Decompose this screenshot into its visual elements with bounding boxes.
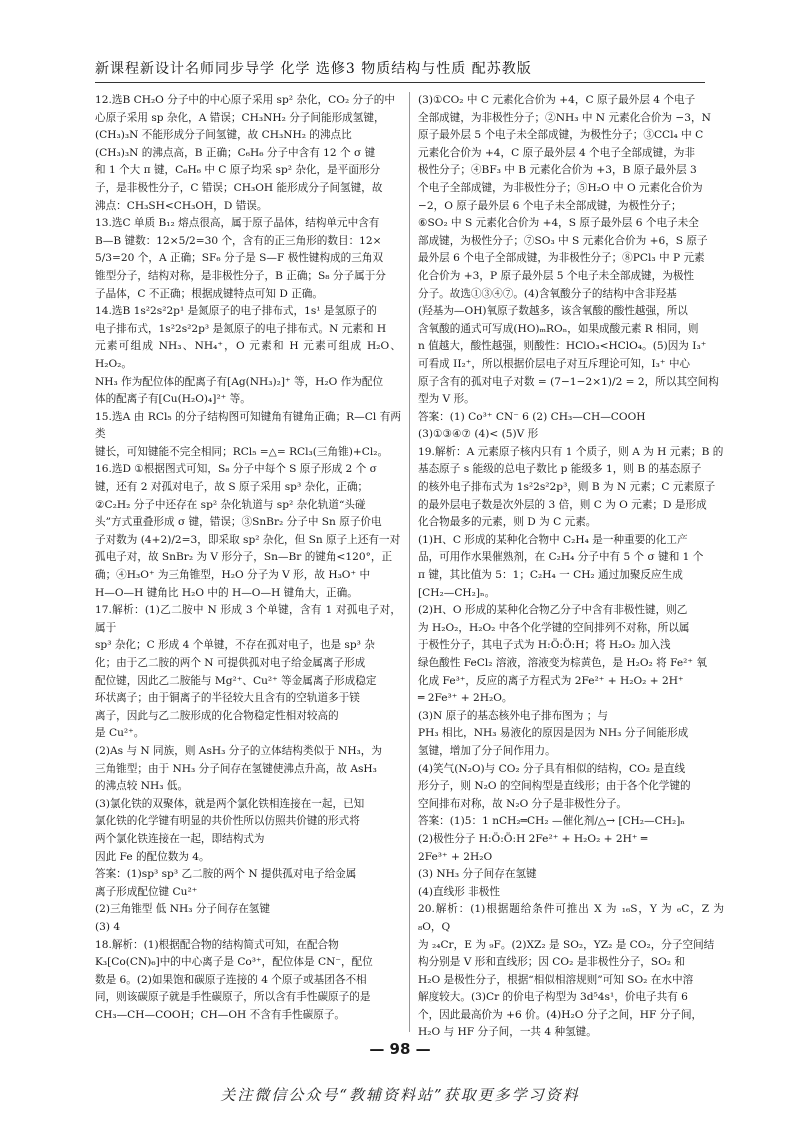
- text-line: 同，则该碳原子就是手性碳原子，所以含有手性碳原子的是: [95, 991, 371, 1004]
- text-line: 含氧酸的通式可写成(HO)ₘROₙ，如果成酸元素 R 相同，则: [418, 322, 699, 335]
- text-line: 答案：(1)5：1 nCH₂═CH₂ —催化剂/△→ [CH₂—CH₂]ₙ: [418, 815, 685, 828]
- right-column: [418, 92, 724, 1042]
- text-line: 的沸点较 NH₃ 低。: [95, 780, 189, 793]
- text-line: 20.解析：(1)根据题给条件可推出 X 为 ₁₆S，Y 为 ₆C，Z 为 ₈O，Q: [418, 903, 724, 933]
- text-line: 部成键，为极性分子；⑦SO₃ 中 S 元素化合价为 +6，S 原子: [418, 234, 708, 247]
- text-line: n 值越大，酸性越强，则酸性：HClO₃<HClO₄。(5)因为 I₃⁺: [418, 340, 707, 353]
- text-line: 为 H₂O₂，H₂O₂ 中各个化学键的空间排列不对称，所以属: [418, 621, 690, 634]
- text-line: 极性分子；④BF₃ 中 B 元素化合价为 +3，B 原子最外层 3: [418, 164, 697, 177]
- text-line: 可看成 II₂⁺，所以根据价层电子对互斥理论可知，I₃⁺ 中心: [418, 357, 691, 370]
- text-line: 化成 Fe³⁺，反应的离子方程式为 2Fe²⁺ + H₂O₂ + 2H⁺: [418, 674, 684, 687]
- text-line: 为 ₂₄Cr，E 为 ₉F。(2)XZ₂ 是 SO₂，YZ₂ 是 CO₂，分子空间结: [418, 938, 715, 951]
- page-number: — 98 —: [369, 1040, 431, 1058]
- text-line: 元素可组成 NH₃、NH₄⁺，O 元素和 H 元素可组成 H₂O、H₂O₂。: [95, 340, 401, 370]
- text-line: 绿色酸性 FeCl₂ 溶液，溶液变为棕黄色，是 H₂O₂ 将 Fe²⁺ 氧: [418, 657, 707, 669]
- text-line: H₂O 是极性分子，根据“相似相溶规则”可知 SO₂ 在水中溶: [418, 973, 694, 986]
- text-line: K₃[Co(CN)₆]中的中心离子是 Co³⁺，配位体是 CN⁻，配位: [95, 956, 373, 969]
- text-line: 15.选A 由 RCl₅ 的分子结构图可知键角有键角正确；R—Cl 有两类: [95, 410, 401, 441]
- text-line: 的核外电子排布式为 1s²2s²2p³，则 B 为 N 元素；C 元素原子: [418, 481, 716, 494]
- text-line: 空间排布对称，故 N₂O 分子是非极性分子。: [418, 797, 628, 810]
- text-line: 答案：(1) Co³⁺ CN⁻ 6 (2) CH₃—CH—COOH: [418, 410, 646, 423]
- text-line: 三角锥型；由于 NH₃ 分子间存在氢键使沸点升高，故 AsH₃: [95, 762, 377, 775]
- text-line: −2，O 原子最外层 6 个电子未全部成键，为极性分子；: [418, 199, 682, 212]
- text-line: 元素化合价为 +4，C 原子最外层 4 个电子全部成键，为非: [418, 146, 695, 159]
- text-line: 基态原子 s 能级的总电子数比 p 能级多 1，则 B 的基态原子: [418, 463, 702, 476]
- header-rule: [95, 82, 705, 83]
- text-line: 12.选B CH₂O 分子中的中心原子采用 sp² 杂化，CO₂ 分子的中: [95, 94, 395, 106]
- text-line: 原子含有的孤对电子对数 = (7−1−2×1)/2 = 2，所以其空间构: [418, 375, 719, 388]
- text-line: 个电子全部成键，为非极性分子；⑤H₂O 中 O 元素化合价为: [418, 181, 703, 194]
- text-line: 个，因此最高价为 +6 价。(4)H₂O 分子之间，HF 分子间，: [418, 1008, 703, 1021]
- text-line: 因此 Fe 的配位数为 4。: [95, 850, 210, 863]
- text-line: [CH₂—CH₂]ₙ。: [418, 586, 496, 599]
- text-line: CH₃—CH—COOH；CH—OH 不含有手性碳原子。: [95, 1008, 346, 1021]
- text-line: (2)H、O 形成的某种化合物乙分子中含有非极性键，则乙: [418, 604, 688, 617]
- text-line: 答案：(1)sp³ sp³ 乙二胺的两个 N 提供孤对电子给金属: [95, 868, 357, 881]
- text-line: π 键，其比值为 5：1；C₂H₄ 一 CH₂ 通过加聚反应生成: [418, 569, 683, 582]
- text-line: ═ 2Fe³⁺ + 2H₂O。: [418, 692, 513, 705]
- text-line: 化合物最多的元素，则 D 为 C 元素。: [418, 516, 597, 529]
- text-line: 于极性分子，其电子式为 H:Ö:Ö:H；将 H₂O₂ 加入浅: [418, 639, 671, 652]
- text-line: 子，是非极性分子，C 错误；CH₃OH 能形成分子间氢键，故: [95, 181, 383, 194]
- text-line: 离子形成配位键 Cu²⁺: [95, 885, 198, 898]
- text-line: 全部成键，为非极性分子；②NH₃ 中 N 元素化合价为 −3，N: [418, 111, 711, 124]
- text-line: 体的配离子有[Cu(H₂O)₄]²⁺ 等。: [95, 393, 251, 406]
- text-line: (2)As 与 N 同族，则 AsH₃ 分子的立体结构类似于 NH₃，为: [95, 744, 382, 757]
- text-line: H₂O 与 HF 分子间，一共 4 种氢键。: [418, 1026, 597, 1039]
- text-line: 氢键，增加了分子间作用力。: [418, 744, 556, 757]
- text-line: (2)三角锥型 低 NH₃ 分子间存在氢键: [95, 903, 270, 916]
- text-line: PH₃ 相比，NH₃ 易液化的原因是因为 NH₃ 分子间能形成: [418, 727, 689, 740]
- text-line: (CH₃)₃N 的沸点高，B 正确；C₆H₆ 分子中含有 12 个 σ 键: [95, 146, 376, 159]
- footer-notice: 关注微信公众号“教辅资料站”获取更多学习资料: [220, 1086, 580, 1104]
- text-line: 头”方式重叠形成 σ 键，错误；③SnBr₂ 分子中 Sn 原子价电: [95, 516, 382, 529]
- text-line: (3) NH₃ 分子间存在氢键: [418, 868, 537, 881]
- text-line: sp³ 杂化；C 形成 4 个单键，不存在孤对电子，也是 sp³ 杂: [95, 639, 375, 652]
- text-line: (1)H、C 形成的某种化合物中 C₂H₄ 是一种重要的化工产: [418, 533, 688, 546]
- text-line: 键长，可知键能不完全相同；RCl₅ =△= RCl₃(三角锥)+Cl₂。: [95, 445, 389, 458]
- text-line: 沸点：CH₃SH<CH₃OH，D 错误。: [95, 199, 268, 212]
- text-line: 18.解析：(1)根据配合物的结构简式可知，在配合物: [95, 938, 339, 951]
- text-line: 最外层 6 个电子全部成键，为非极性分子；⑧PCl₃ 中 P 元素: [418, 252, 705, 265]
- text-line: 型为 V 形。: [418, 393, 475, 406]
- text-line: (2)极性分子 H:Ö:Ö:H 2Fe²⁺ + H₂O₂ + 2H⁺ ═: [418, 832, 648, 845]
- text-line: 键，还有 2 对孤对电子，故 S 原子采用 sp³ 杂化，正确；: [95, 481, 369, 494]
- text-line: (CH₃)₃N 不能形成分子间氢键，故 CH₃NH₂ 的沸点比: [95, 129, 352, 142]
- text-line: (3)N 原子的基态核外电子排布图为 ；与: [418, 709, 608, 722]
- text-line: 和 1 个大 π 键，C₆H₆ 中 C 原子均采 sp² 杂化，是平面形分: [95, 164, 381, 177]
- text-line: 原子最外层 5 个电子未全部成键，为极性分子；③CCl₄ 中 C: [418, 129, 704, 142]
- text-line: (4)笑气(N₂O)与 CO₂ 分子具有相似的结构，CO₂ 是直线: [418, 762, 686, 775]
- text-line: 配位键，因此乙二胺能与 Mg²⁺、Cu²⁺ 等金属离子形成稳定: [95, 674, 377, 687]
- text-line: 分子。故选①③④⑦。(4)含氧酸分子的结构中含非羟基: [418, 287, 677, 300]
- text-line: (羟基为—OH)氧原子数越多，该含氧酸的酸性越强，所以: [418, 305, 688, 318]
- left-column: [95, 92, 401, 1024]
- text-line: 孤电子对，故 SnBr₂ 为 V 形分子，Sn—Br 的键角<120°，正: [95, 551, 393, 564]
- text-line: 化；由于乙二胺的两个 N 可提供孤对电子给金属离子形成: [95, 657, 366, 669]
- text-line: 解度较大。(3)Cr 的价电子构型为 3d⁵4s¹，价电子共有 6: [418, 991, 688, 1004]
- text-line: 氯化铁的化学键有明显的共价性所以仿照共价键的形式将: [95, 815, 360, 828]
- text-line: 化合价为 +3，P 原子最外层 5 个电子未全部成键，为极性: [418, 269, 695, 282]
- text-line: 17.解析：(1)乙二胺中 N 形成 3 个单键，含有 1 对孤电子对，属于: [95, 604, 401, 634]
- text-line: (3)①③④⑦ (4)< (5)V 形: [418, 428, 539, 441]
- text-line: (3)①CO₂ 中 C 元素化合价为 +4，C 原子最外层 4 个电子: [418, 94, 696, 106]
- text-line: 是 Cu²⁺。: [95, 727, 145, 740]
- text-line: 13.选C 单质 B₁₂ 熔点很高，属于原子晶体，结构单元中含有: [95, 217, 380, 230]
- text-line: 14.选B 1s²2s²2p¹ 是氮原子的电子排布式，1s¹ 是氢原子的: [95, 305, 377, 318]
- text-line: ⑥SO₂ 中 S 元素化合价为 +4，S 原子最外层 6 个电子未全: [418, 217, 699, 230]
- column-divider: [409, 92, 410, 1032]
- text-line: 16.选D ①根据图式可知，S₈ 分子中每个 S 原子形成 2 个 σ: [95, 463, 377, 476]
- text-line: 的最外层电子数是次外层的 3 倍，则 C 为 O 元素；D 是形成: [418, 498, 707, 511]
- text-line: 2Fe³⁺ + 2H₂O: [418, 850, 493, 863]
- text-line: 构分别是 V 形和直线形；因 CO₂ 是非极性分子，SO₂ 和: [418, 956, 685, 969]
- text-line: H—O—H 键角比 H₂O 中的 H—O—H 键角大，正确。: [95, 586, 358, 599]
- text-line: (4)直线形 非极性: [418, 885, 500, 898]
- text-line: 形分子，则 N₂O 的空间构型是直线形；由于各个化学键的: [418, 780, 691, 793]
- text-line: 心原子采用 sp 杂化，A 错误；CH₃NH₂ 分子间能形成氢键，: [95, 111, 385, 124]
- text-line: 子晶体，C 不正确；根据成键特点可知 D 正确。: [95, 287, 323, 300]
- page-header: 新课程新设计名师同步导学 化学 选修3 物质结构与性质 配苏教版: [95, 61, 532, 77]
- text-line: 锥型分子，结构对称，是非极性分子，B 正确；S₈ 分子属于分: [95, 269, 386, 282]
- text-line: 电子排布式，1s²2s²2p³ 是氮原子的电子排布式。N 元素和 H: [95, 322, 387, 335]
- text-line: (3)氯化铁的双聚体，就是两个氯化铁相连接在一起，已知: [95, 797, 365, 810]
- text-line: 19.解析：A 元素原子核内只有 1 个质子，则 A 为 H 元素；B 的: [418, 445, 724, 458]
- text-line: 确；④H₃O⁺ 为三角锥型，H₂O 分子为 V 形，故 H₃O⁺ 中: [95, 569, 371, 582]
- text-line: NH₃ 作为配位体的配离子有[Ag(NH₃)₂]⁺ 等，H₂O 作为配位: [95, 375, 384, 388]
- text-line: 数是 6。(2)如果饱和碳原子连接的 4 个原子或基团各不相: [95, 973, 367, 986]
- text-line: B—B 键数：12×5/2=30 个，含有的正三角形的数目：12×: [95, 234, 382, 247]
- text-line: ②C₂H₂ 分子中还存在 sp² 杂化轨道与 sp² 杂化轨道“头碰: [95, 498, 366, 511]
- text-line: (3) 4: [95, 920, 121, 933]
- text-line: 两个氯化铁连接在一起，即结构式为: [95, 832, 265, 845]
- text-line: 环状离子；由于铜离子的半径较大且含有的空轨道多于镁: [95, 692, 360, 705]
- text-line: 5/3=20 个，A 正确；SF₆ 分子是 S—F 极性键构成的三角双: [95, 252, 384, 265]
- text-line: 品，可用作水果催熟剂，在 C₂H₄ 分子中有 5 个 σ 键和 1 个: [418, 551, 704, 564]
- text-line: 离子，因此与乙二胺形成的化合物稳定性相对较高的: [95, 709, 339, 722]
- text-line: 子对数为 (4+2)/2=3，即采取 sp² 杂化，但 Sn 原子上还有一对: [95, 533, 401, 546]
